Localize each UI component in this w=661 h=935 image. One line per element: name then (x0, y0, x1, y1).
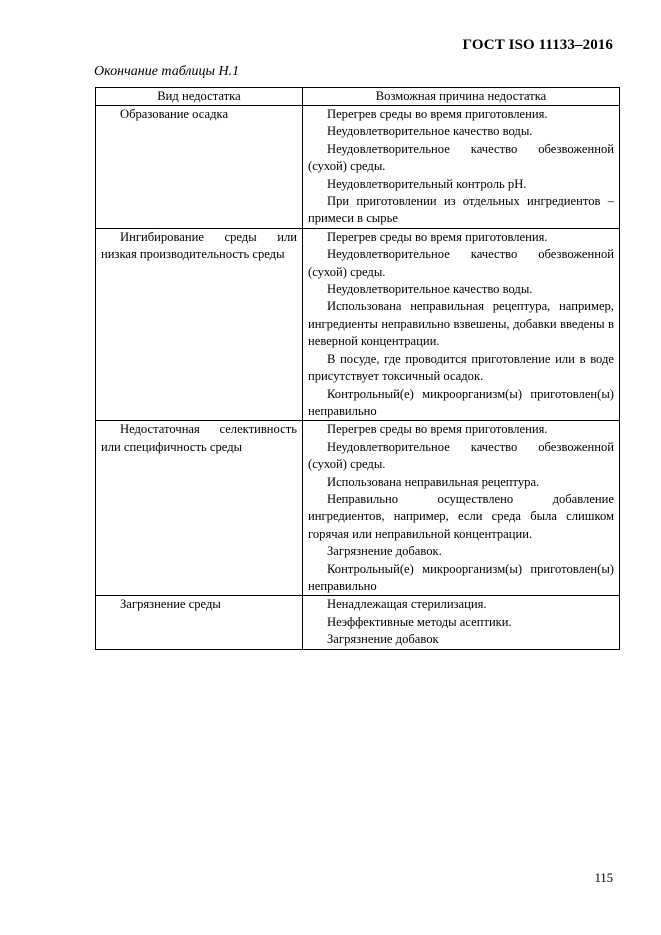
cause-text: Перегрев среды во время приготовления. (327, 229, 548, 244)
cause-text: Неудовлетворительное качество обезвоженной (сухой) среды. (308, 141, 614, 174)
cause-text: Перегрев среды во время приготовления. (327, 107, 548, 121)
cause-text: Ненадлежащая стерилизация. (327, 597, 487, 612)
cause-text: Неэффективные методы асептики. (327, 614, 512, 629)
cause-text: Использована неправильная рецептура, например, ингредиенты неправильно взвешены, добавки введены в неверной концентрации. (308, 299, 614, 349)
cause-text: Перегрев среды во время приготовления. (327, 422, 548, 437)
table-row (96, 421, 620, 596)
defect-text: Загрязнение среды (120, 597, 221, 612)
table-row (96, 228, 620, 420)
cause-cell (303, 421, 620, 596)
cause-text: Неправильно осуществлено добавление ингредиентов, например, если среда была слишком горячая или неправильной концентрации. (308, 491, 614, 541)
column-header-cause: Возможная причина недостатка (303, 88, 620, 106)
cause-text: Использована неправильная рецептура. (327, 474, 540, 489)
defect-cell (96, 596, 303, 649)
cause-text: Загрязнение добавок. (327, 544, 442, 559)
cause-text: Загрязнение добавок (327, 632, 439, 647)
cause-cell (303, 596, 620, 649)
cause-text: В посуде, где проводится приготовление или в воде присутствует токсичный осадок. (308, 351, 614, 384)
cause-cell (303, 228, 620, 420)
table-row (96, 106, 620, 229)
cause-text: Контрольный(е) микроорганизм(ы) приготовлен(ы) неправильно (308, 561, 614, 593)
defects-table (95, 87, 620, 650)
cause-text: Контрольный(е) микроорганизм(ы) приготовлен(ы) неправильно (308, 386, 614, 418)
defect-cell (96, 106, 303, 229)
cause-text: Неудовлетворительное качество воды. (327, 282, 533, 297)
defect-cell (96, 228, 303, 420)
table-header-row (96, 88, 620, 106)
page-number: 115 (594, 871, 613, 885)
cause-text: Неудовлетворительное качество воды. (327, 124, 533, 139)
cause-text: При приготовлении из отдельных ингредиентов – примеси в сырье (308, 194, 614, 226)
cause-text: Неудовлетворительное качество обезвоженной (сухой) среды. (308, 247, 614, 279)
cause-cell (303, 106, 620, 229)
defect-cell (96, 421, 303, 596)
cause-text: Неудовлетворительное качество обезвоженной (сухой) среды. (308, 439, 614, 472)
cause-text: Неудовлетворительный контроль pH. (327, 176, 527, 191)
column-header-defect: Вид недостатка (96, 88, 303, 106)
defect-text: Образование осадка (120, 107, 229, 121)
defect-text: Ингибирование среды или низкая производительность среды (101, 229, 297, 262)
defect-text: Недостаточная селективность или специфичность среды (101, 422, 297, 454)
standard-header: ГОСТ ISO 11133–2016 (462, 37, 613, 53)
table-caption: Окончание таблицы Н.1 (94, 64, 240, 79)
table-row (96, 596, 620, 649)
